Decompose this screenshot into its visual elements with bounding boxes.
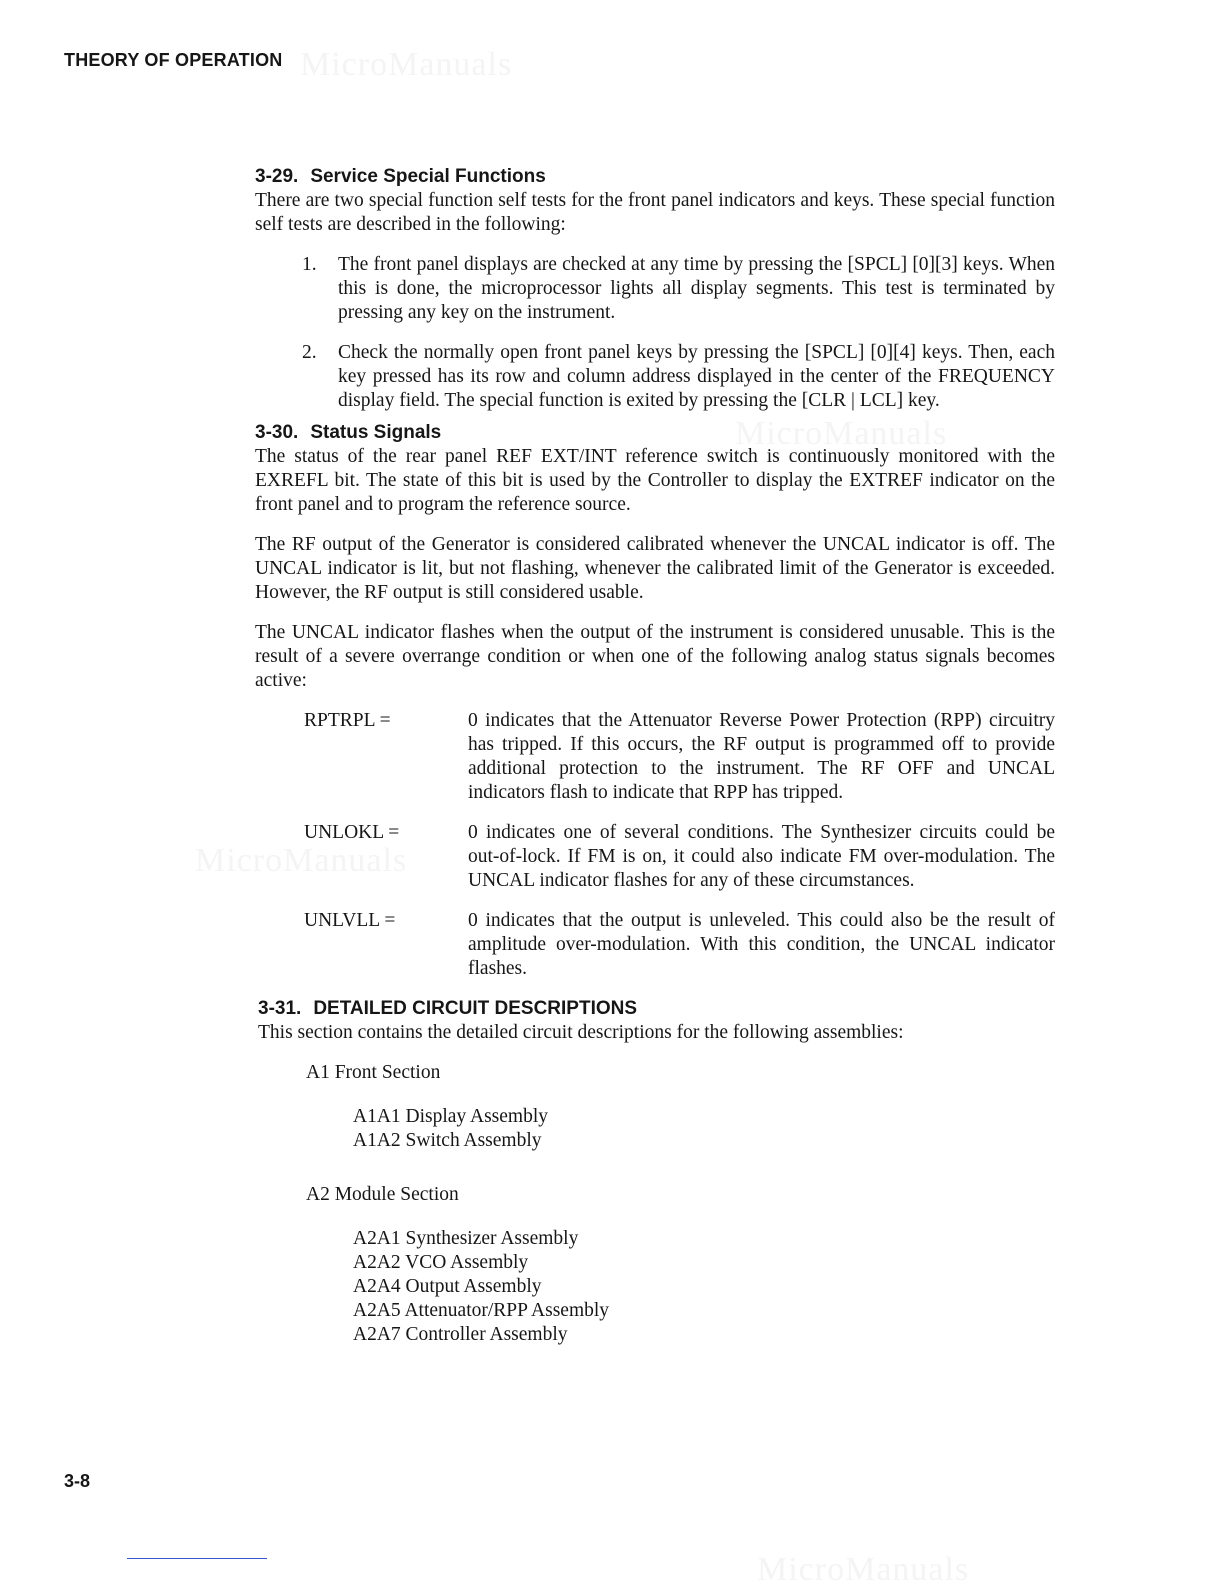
step-text: Check the normally open front panel keys by pressing the [SPCL] [0][4] keys. Then, each key pressed has its row and column address displayed in the center of the FREQUENCY display field. The special function is exited by pressing the [CLR | LCL] key.: [338, 342, 1055, 411]
page-number: 3-8: [64, 1471, 91, 1491]
page-header: THEORY OF OPERATION: [64, 50, 283, 70]
assembly-group: [306, 1061, 1055, 1153]
paragraph: The status of the rear panel REF EXT/INT reference switch is continuously monitored with the EXREFL bit. The state of this bit is used by the Controller to display the EXTREF indicator on the front panel and to program the reference source.: [255, 446, 1055, 515]
assembly-item: A2A2 VCO Assembly: [353, 1252, 529, 1273]
footer-rule: [127, 1558, 267, 1559]
section-title: DETAILED CIRCUIT DESCRIPTIONS: [313, 998, 638, 1019]
assembly-item: A1A1 Display Assembly: [353, 1106, 548, 1127]
assembly-item: A2A7 Controller Assembly: [353, 1324, 568, 1345]
section-heading-3-30: [255, 421, 1055, 445]
watermark: MicroManuals: [735, 415, 948, 452]
assembly-list: [353, 1227, 1055, 1347]
assembly-item: A2A4 Output Assembly: [353, 1276, 542, 1297]
paragraph: The RF output of the Generator is considered calibrated whenever the UNCAL indicator is off. The UNCAL indicator is lit, but not flashing, whenever the calibrated limit of the Generator is exceeded. However, the RF output is still considered usable.: [255, 534, 1055, 603]
watermark: MicroManuals: [195, 842, 408, 879]
section-number: 3-31.: [258, 998, 302, 1019]
assembly-item: A2A5 Attenuator/RPP Assembly: [353, 1300, 610, 1321]
section-title: Service Special Functions: [310, 166, 546, 187]
signal-row: [255, 709, 1055, 805]
signal-row: [255, 909, 1055, 981]
status-signal-list: [255, 709, 1055, 981]
watermark: MicroManuals: [757, 1551, 970, 1588]
section-number: 3-30.: [255, 422, 299, 443]
step-item: [255, 341, 1055, 413]
assembly-item: A1A2 Switch Assembly: [353, 1130, 542, 1151]
section-3-31-intro: This section contains the detailed circuit descriptions for the following assemblies:: [258, 1022, 904, 1043]
watermark: MicroManuals: [300, 46, 513, 83]
step-item: [255, 253, 1055, 325]
section-number: 3-29.: [255, 166, 299, 187]
section-title: Status Signals: [310, 422, 442, 443]
signal-name: RPTRPL =: [304, 710, 391, 731]
signal-description: 0 indicates one of several conditions. The Synthesizer circuits could be out-of-lock. If FM is on, it could also indicate FM over-modulation. The UNCAL indicator flashes for any of these circumstances.: [468, 822, 1055, 891]
step-number: 1.: [302, 254, 317, 275]
group-title: A1 Front Section: [306, 1062, 441, 1083]
signal-row: [255, 821, 1055, 893]
assembly-item: A2A1 Synthesizer Assembly: [353, 1228, 579, 1249]
group-title: A2 Module Section: [306, 1184, 459, 1205]
section-heading-3-29: [255, 165, 1055, 189]
section-heading-3-31: [258, 997, 1055, 1021]
paragraph: The UNCAL indicator flashes when the output of the instrument is considered unusable. This is the result of a severe overrange condition or when one of the following analog status signals becomes active:: [255, 622, 1055, 691]
section-3-29-intro: There are two special function self tests for the front panel indicators and keys. These special function self tests are described in the following:: [255, 190, 1055, 235]
signal-description: 0 indicates that the Attenuator Reverse Power Protection (RPP) circuitry has tripped. If this occurs, the RF output is programmed off to provide additional protection to the instrument. The RF OFF and UNCAL indicators flash to indicate that RPP has tripped.: [468, 710, 1055, 803]
signal-name: UNLOKL =: [304, 822, 400, 843]
signal-name: UNLVLL =: [304, 910, 396, 931]
assembly-list: [353, 1105, 1055, 1153]
page-body: [255, 165, 1055, 1367]
step-text: The front panel displays are checked at any time by pressing the [SPCL] [0][3] keys. When this is done, the microprocessor lights all display segments. This test is terminated by pressing any key on the instrument.: [338, 254, 1055, 323]
assembly-group: [306, 1183, 1055, 1347]
self-test-steps: [255, 253, 1055, 413]
step-number: 2.: [302, 342, 317, 363]
signal-description: 0 indicates that the output is unleveled. This could also be the result of amplitude over-modulation. With this condition, the UNCAL indicator flashes.: [468, 910, 1055, 979]
